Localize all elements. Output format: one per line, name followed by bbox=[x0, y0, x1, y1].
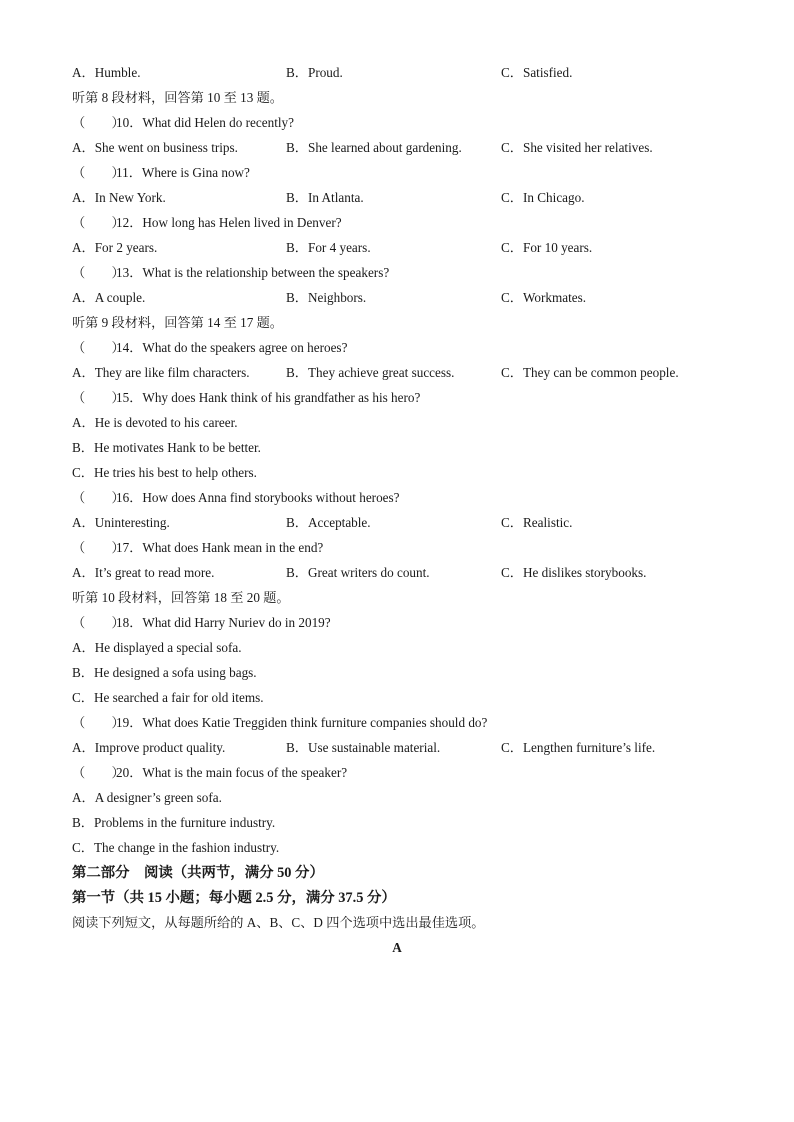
section-heading: 第一节（共 15 小题；每小题 2.5 分，满分 37.5 分） bbox=[72, 890, 396, 906]
answer-options-row bbox=[72, 238, 734, 258]
question-line bbox=[72, 338, 734, 358]
answer-options-row bbox=[72, 738, 734, 758]
option-c: C．Workmates. bbox=[501, 290, 587, 305]
answer-blank: （ ） bbox=[72, 165, 125, 180]
text-line: B．He designed a sofa using bags. bbox=[72, 665, 257, 680]
answer-blank: （ ） bbox=[72, 715, 125, 730]
option-c: C．He dislikes storybooks. bbox=[501, 565, 647, 580]
text-line: B．Problems in the furniture industry. bbox=[72, 815, 276, 830]
answer-blank: （ ） bbox=[72, 340, 125, 355]
option-c: C．Realistic. bbox=[501, 515, 573, 530]
text-line: 听第 8 段材料，回答第 10 至 13 题。 bbox=[72, 90, 283, 105]
option-c: C．Lengthen furniture’s life. bbox=[501, 740, 656, 755]
question-text: 18．What did Harry Nuriev do in 2019? bbox=[116, 615, 331, 630]
section-heading: 第二部分 阅读（共两节，满分 50 分） bbox=[72, 865, 324, 881]
answer-options-row bbox=[72, 513, 734, 533]
answer-options-row bbox=[72, 563, 734, 583]
answer-options-row bbox=[72, 188, 734, 208]
option-a: A．Humble. bbox=[72, 65, 141, 80]
question-text: 16．How does Anna find storybooks without heroes? bbox=[116, 490, 400, 505]
answer-blank: （ ） bbox=[72, 615, 125, 630]
answer-blank: （ ） bbox=[72, 490, 125, 505]
question-text: 14．What do the speakers agree on heroes? bbox=[116, 340, 348, 355]
answer-blank: （ ） bbox=[72, 115, 125, 130]
question-text: 19．What does Katie Treggiden think furniture companies should do? bbox=[116, 715, 488, 730]
question-text: 15．Why does Hank think of his grandfather as his hero? bbox=[116, 390, 421, 405]
option-b: B．For 4 years. bbox=[286, 240, 371, 255]
option-b: B．Proud. bbox=[286, 65, 343, 80]
option-c: C．She visited her relatives. bbox=[501, 140, 653, 155]
option-c: C．In Chicago. bbox=[501, 190, 585, 205]
option-a: A．A couple. bbox=[72, 290, 146, 305]
option-a: A．Improve product quality. bbox=[72, 740, 226, 755]
text-line: 听第 9 段材料，回答第 14 至 17 题。 bbox=[72, 315, 283, 330]
question-line bbox=[72, 263, 734, 283]
question-line bbox=[72, 613, 734, 633]
question-line bbox=[72, 763, 734, 783]
question-text: 13．What is the relationship between the speakers? bbox=[116, 265, 390, 280]
question-text: 10．What did Helen do recently? bbox=[116, 115, 294, 130]
question-line bbox=[72, 388, 734, 408]
answer-blank: （ ） bbox=[72, 765, 125, 780]
answer-options-row bbox=[72, 288, 734, 308]
question-line bbox=[72, 713, 734, 733]
text-line: 阅读下列短文，从每题所给的 A、B、C、D 四个选项中选出最佳选项。 bbox=[72, 915, 485, 930]
text-line: A．He is devoted to his career. bbox=[72, 415, 238, 430]
text-line: C．The change in the fashion industry. bbox=[72, 840, 280, 855]
option-a: A．In New York. bbox=[72, 190, 166, 205]
option-b: B．Great writers do count. bbox=[286, 565, 430, 580]
answer-blank: （ ） bbox=[72, 390, 125, 405]
question-text: 20．What is the main focus of the speaker? bbox=[116, 765, 348, 780]
question-text: 17．What does Hank mean in the end? bbox=[116, 540, 324, 555]
question-line bbox=[72, 163, 734, 183]
option-b: B．In Atlanta. bbox=[286, 190, 364, 205]
question-line bbox=[72, 488, 734, 508]
question-line bbox=[72, 113, 734, 133]
option-c: C．They can be common people. bbox=[501, 365, 679, 380]
option-b: B．They achieve great success. bbox=[286, 365, 455, 380]
option-a: A．It’s great to read more. bbox=[72, 565, 215, 580]
answer-options-row bbox=[72, 138, 734, 158]
answer-options-row bbox=[72, 63, 734, 83]
text-line: A．A designer’s green sofa. bbox=[72, 790, 222, 805]
option-c: C．Satisfied. bbox=[501, 65, 573, 80]
question-text: 12．How long has Helen lived in Denver? bbox=[116, 215, 342, 230]
answer-blank: （ ） bbox=[72, 540, 125, 555]
text-line: A．He displayed a special sofa. bbox=[72, 640, 242, 655]
question-line bbox=[72, 213, 734, 233]
answer-options-row bbox=[72, 363, 734, 383]
option-b: B．Neighbors. bbox=[286, 290, 367, 305]
text-line: B．He motivates Hank to be better. bbox=[72, 440, 261, 455]
option-a: A．Uninteresting. bbox=[72, 515, 170, 530]
option-a: A．She went on business trips. bbox=[72, 140, 238, 155]
question-text: 11．Where is Gina now? bbox=[116, 165, 250, 180]
option-b: B．Acceptable. bbox=[286, 515, 371, 530]
answer-blank: （ ） bbox=[72, 265, 125, 280]
question-line bbox=[72, 538, 734, 558]
text-line: C．He tries his best to help others. bbox=[72, 465, 257, 480]
text-line: 听第 10 段材料，回答第 18 至 20 题。 bbox=[72, 590, 290, 605]
text-line: C．He searched a fair for old items. bbox=[72, 690, 264, 705]
option-b: B．Use sustainable material. bbox=[286, 740, 441, 755]
option-a: A．They are like film characters. bbox=[72, 365, 250, 380]
option-a: A．For 2 years. bbox=[72, 240, 158, 255]
answer-blank: （ ） bbox=[72, 215, 125, 230]
passage-label: A bbox=[392, 940, 402, 955]
option-b: B．She learned about gardening. bbox=[286, 140, 462, 155]
option-c: C．For 10 years. bbox=[501, 240, 593, 255]
